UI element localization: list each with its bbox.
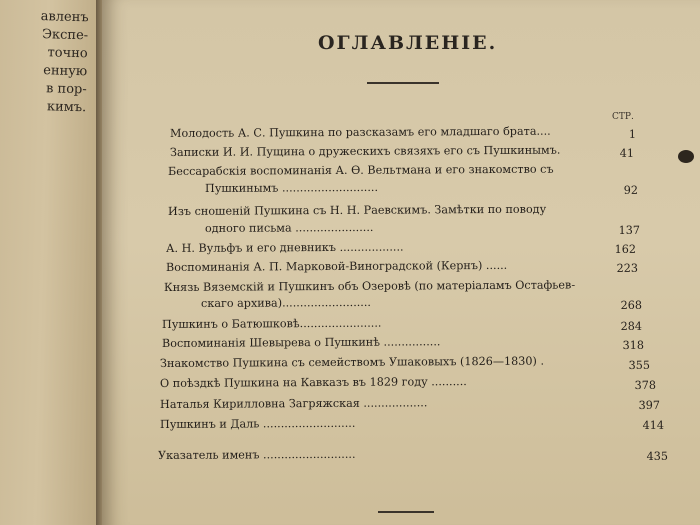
toc-entry-page: 318: [622, 338, 645, 352]
toc-entry-page: 41: [619, 146, 635, 160]
page-column-label: СТР.: [612, 112, 634, 122]
toc-entry-page: 284: [620, 319, 643, 333]
toc-entry-text: Наталья Кирилловна Загряжская ..................: [160, 396, 428, 411]
left-line: в пор-: [45, 81, 87, 98]
toc-entry-page: 162: [614, 242, 637, 256]
toc-entry-text: одного письма ......................: [205, 220, 374, 235]
left-line: точно: [47, 45, 88, 62]
toc-entry-text: Пушкинъ и Даль ..........................: [160, 416, 356, 431]
toc-entry-page: 137: [618, 223, 641, 237]
toc-entry-text: О поѣздкѣ Пушкина на Кавказъ въ 1829 году ..........: [160, 375, 467, 390]
title-rule: [367, 82, 439, 84]
toc-entry-page: 378: [634, 378, 657, 392]
left-line: кимъ.: [46, 99, 87, 116]
toc-entry-text: Указатель именъ ..........................: [158, 447, 356, 462]
toc-entry-text: Бессарабскія воспоминанія А. Ѳ. Вельтмана и его знакомство съ: [168, 162, 554, 178]
left-line: авленъ: [40, 9, 89, 26]
toc-entry-text: скаго архива).........................: [201, 295, 371, 310]
toc-entry-text: Пушкинъ о Батюшковѣ.......................: [162, 316, 382, 331]
ink-smudge: [678, 150, 694, 163]
toc-entry-page: 355: [628, 358, 651, 372]
toc-entry-page: 223: [616, 261, 639, 275]
bottom-rule: [378, 511, 434, 513]
toc-entry-text: Записки И. И. Пущина о дружескихъ связяхъ его съ Пушкинымъ.: [170, 143, 561, 159]
toc-entry-text: А. Н. Вульфъ и его дневникъ ..................: [166, 240, 404, 255]
toc-entry-page: 1: [628, 127, 637, 141]
toc-entry-text: Князь Вяземскій и Пушкинъ объ Озеровѣ (по матеріаламъ Остафьев-: [164, 278, 576, 294]
left-line: енную: [43, 63, 88, 80]
toc-entry-text: Воспоминанія А. П. Марковой-Виноградской (Кернъ) ......: [166, 258, 508, 274]
toc-entry-text: Молодость А. С. Пушкина по разсказамъ его младшаго брата....: [170, 124, 551, 140]
toc-entry-text: Изъ сношеній Пушкина съ Н. Н. Раевскимъ. Замѣтки по поводу: [168, 202, 547, 218]
toc-entry-page: 414: [642, 418, 665, 432]
toc-entry-text: Знакомство Пушкина съ семействомъ Ушаковыхъ (1826—1830) .: [160, 354, 545, 370]
toc-entry-page: 92: [623, 183, 639, 197]
toc-entry-text: Воспоминанія Шевырева о Пушкинѣ ................: [162, 335, 441, 350]
toc-entry-page: 435: [646, 449, 669, 463]
toc-entry-page: 397: [638, 398, 661, 412]
left-line: Экспе-: [41, 27, 89, 44]
toc-entry-text: Пушкинымъ ...........................: [205, 180, 379, 195]
left-page-text: [16, 7, 89, 117]
toc-entry-page: 268: [620, 298, 643, 312]
page-title: ОГЛАВЛЕНІЕ.: [318, 32, 498, 54]
